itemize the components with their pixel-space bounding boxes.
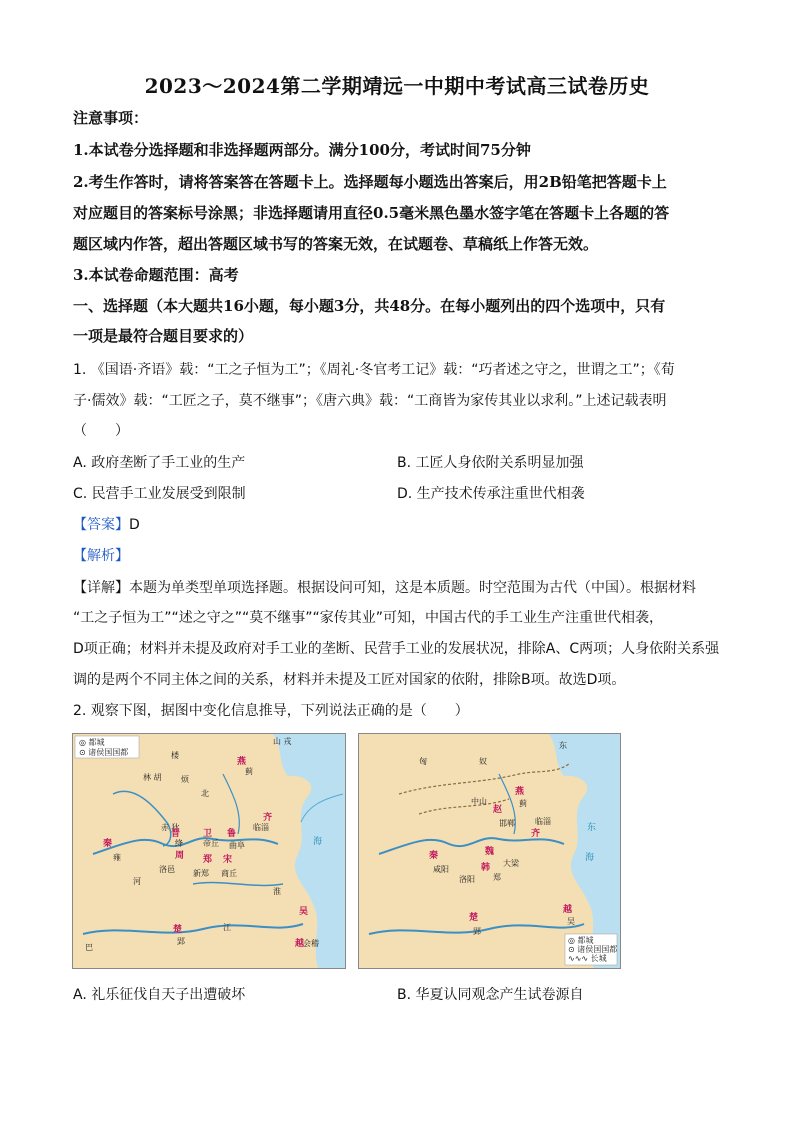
map2-label: 郢 (473, 927, 481, 936)
map2-label: 邯郸 (499, 819, 515, 828)
map2-state: 赵 (493, 805, 503, 815)
map1-label: 蓟 (245, 767, 253, 776)
map1-label: 曲阜 (229, 841, 245, 850)
map1-label: 北 (201, 789, 209, 798)
notice-item-1: 1.本试卷分选择题和非选择题两部分。满分100分，考试时间75分钟 (73, 141, 531, 159)
map1-label: 新郑 (193, 869, 209, 878)
map1-state: 越 (295, 939, 305, 949)
map1-label: 林 胡 (143, 773, 162, 782)
map2-label: 吴 (567, 917, 575, 926)
q1-detail-line-2: “工之子恒为工”“述之守之”“莫不继事”“家传其业”可知，中国古代的手工业生产注重世代相袭， (73, 610, 664, 626)
notice-item-2-cont2: 题区域内作答，超出答题区域书写的答案无效，在试题卷、草稿纸上作答无效。 (73, 235, 599, 253)
map2-state: 齐 (531, 829, 541, 839)
map2-label: 东 (559, 741, 567, 750)
detail-text-1: 本题为单类型单项选择题。根据设问可知，这是本质题。时空范围为古代（中国）。根据材料 (129, 580, 696, 596)
notice-item-2: 2.考生作答时，请将答案答在答题卡上。选择题每小题选出答案后，用2B铅笔把答题卡上 (73, 173, 667, 191)
map2-label: 郑 (493, 873, 501, 882)
map1-label: 河 (133, 877, 141, 886)
map1-state: 卫 (203, 829, 213, 839)
q1-option-d: D. 生产技术传承注重世代相袭 (397, 486, 585, 502)
map2-state: 越 (563, 905, 573, 915)
map2-state: 秦 (429, 851, 439, 861)
q1-detail-line-1 (73, 575, 723, 600)
section-heading: 一、选择题（本大题共16小题，每小题3分，共48分。在每小题列出的四个选项中，只有 (73, 297, 666, 315)
map2-legend-wall: ∿∿∿ 长城 (568, 954, 607, 963)
map2-label: 临淄 (535, 817, 551, 826)
q1-answer (73, 512, 723, 537)
q1-analysis (73, 543, 723, 568)
map2-legend-capital: ◎ 都城 (568, 936, 594, 945)
map1-label: 临淄 (253, 823, 269, 832)
map1-label: 山 戎 (273, 737, 292, 746)
map1-legend-vassal: ⊙ 诸侯国国都 (79, 748, 129, 757)
q1-detail-line-3: D项正确；材料并未提及政府对手工业的垄断、民营手工业的发展状况，排除A、C两项；人身依附关系强 (73, 641, 720, 657)
map1-label: 楼 (171, 751, 179, 760)
map2-sea: 东 (587, 823, 597, 833)
q1-stem-line-3: （ ） (73, 423, 129, 439)
q2-stem: 2. 观察下图，据图中变化信息推导，下列说法正确的是（ ） (73, 703, 469, 719)
map-2-svg (359, 734, 620, 968)
map1-state: 吴 (299, 907, 309, 917)
map1-label: 商丘 (221, 869, 237, 878)
q1-stem-line-1: 1. 《国语·齐语》载：“工之子恒为工”；《周礼·冬官考工记》载：“巧者述之守之，世谓之工”；《荀 (73, 362, 675, 378)
map2-label: 洛阳 (459, 875, 475, 884)
map1-label: 烦 (181, 775, 189, 784)
map2-state: 魏 (485, 847, 495, 857)
map2-label: 中山 (471, 797, 487, 806)
section-heading-cont: 一项是最符合题目要求的） (73, 327, 254, 345)
notice-item-3: 3.本试卷命题范围：高考 (73, 266, 239, 284)
q1-option-c: C. 民营手工业发展受到限制 (73, 486, 246, 502)
q1-detail-line-4: 调的是两个不同主体之间的关系，材料并未提及工匠对国家的依附，排除B项。故选D项。 (73, 672, 626, 688)
map2-state: 燕 (515, 787, 525, 797)
map1-label: 雍 (113, 853, 121, 862)
map1-label: 赤 狄 (161, 823, 180, 832)
map1-state: 宋 (223, 855, 233, 865)
map2-label: 奴 (479, 757, 487, 766)
q1-stem-line-2: 子·儒效》载：“工匠之子，莫不继事”；《唐六典》载：“工商皆为家传其业以求利。”上述记载表明 (73, 393, 667, 409)
map1-label: 江 (223, 923, 231, 932)
map1-label: 巴 (85, 943, 93, 952)
detail-tag: 【详解】 (73, 580, 129, 596)
map2-legend-vassal: ⊙ 诸侯国国都 (568, 945, 618, 954)
q1-option-a: A. 政府垄断了手工业的生产 (73, 455, 246, 471)
map1-state: 楚 (173, 925, 183, 935)
map1-state: 晋 (171, 829, 181, 839)
map1-state: 周 (175, 851, 185, 861)
map2-state: 楚 (469, 913, 479, 923)
map1-label: 郢 (177, 937, 185, 946)
analysis-tag: 【解析】 (73, 548, 129, 564)
map1-state: 燕 (237, 757, 247, 767)
answer-tag: 【答案】 (73, 517, 129, 533)
map1-sea: 海 (313, 837, 323, 847)
map-warring-states (358, 733, 621, 969)
page-title: 2023～2024第二学期靖远一中期中考试高三试卷历史 (144, 74, 650, 98)
map1-state: 郑 (203, 855, 213, 865)
map2-label: 蓟 (519, 799, 527, 808)
map2-label: 匈 (419, 757, 427, 766)
map1-label: 会稽 (303, 939, 319, 948)
map1-label: 绛 (175, 839, 183, 848)
notice-heading: 注意事项： (73, 109, 149, 127)
notice-item-2-cont: 对应题目的答案标号涂黑；非选择题请用直径0.5毫米黑色墨水签字笔在答题卡上各题的答 (73, 204, 670, 222)
map-spring-autumn (72, 733, 346, 969)
map1-label: 洛邑 (159, 865, 175, 874)
map1-state: 鲁 (227, 829, 237, 839)
q2-option-a: A. 礼乐征伐自天子出遭破坏 (73, 987, 246, 1003)
map1-label: 帝丘 (203, 839, 219, 848)
map1-state: 齐 (263, 813, 273, 823)
map2-label: 咸阳 (433, 865, 449, 874)
map2-state: 韩 (481, 863, 491, 873)
map2-label: 大梁 (503, 859, 519, 868)
map1-state: 秦 (103, 839, 113, 849)
map-1-svg (73, 734, 345, 968)
map1-legend-capital: ◎ 都城 (79, 738, 105, 747)
answer-value: D (129, 517, 140, 533)
map2-sea: 海 (585, 853, 595, 863)
q1-option-b: B. 工匠人身依附关系明显加强 (397, 455, 584, 471)
q2-option-b: B. 华夏认同观念产生试卷源自 (397, 987, 584, 1003)
map1-label: 淮 (273, 887, 281, 896)
